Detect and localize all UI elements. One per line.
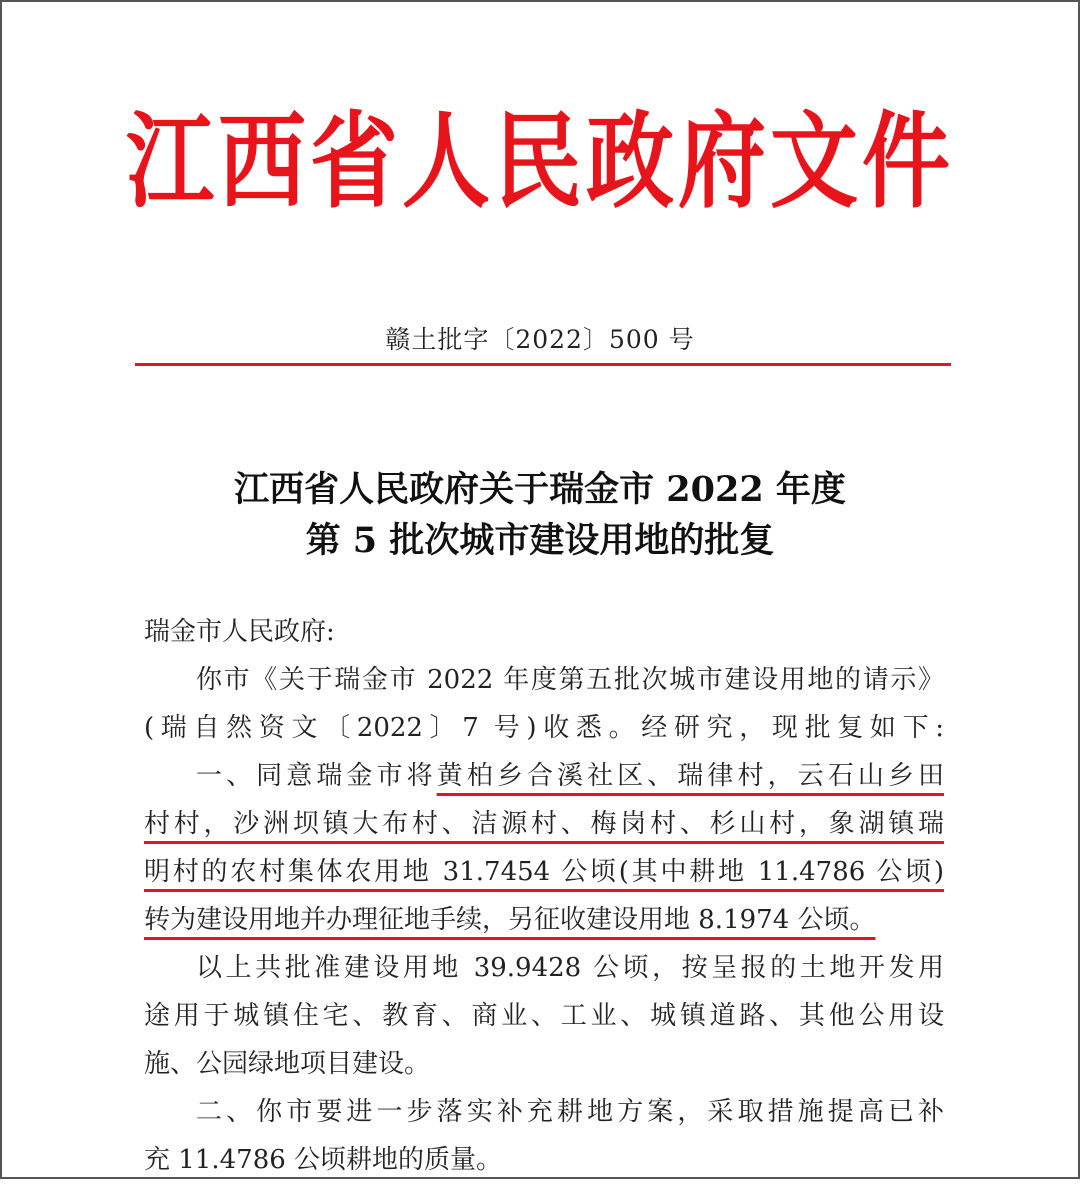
paragraph-2-line-2 [144,800,944,848]
paragraph-3-line-2: 途用于城镇住宅、教育、商业、工业、城镇道路、其他公用设 [144,1001,944,1031]
document-title-line-2: 第 5 批次城市建设用地的批复 [305,520,775,561]
paragraph-2-prefix: 一、同意瑞金市将 [196,761,437,791]
salutation: 瑞金市人民政府: [144,617,335,647]
paragraph-4-line-1: 二、你市要进一步落实补充耕地方案，采取措施提高已补 [196,1097,944,1127]
paragraph-1-line-2 [144,704,944,752]
paragraph-2-line-4 [144,896,944,944]
highlighted-text: 黄柏乡合溪社区、瑞律村，云石山乡田 [436,761,944,791]
document-title [2,464,1078,566]
paragraph-4-line-2: 充 11.4786 公顷耕地的质量。 [144,1145,503,1175]
paragraph-1-line-1: 你市《关于瑞金市 2022 年度第五批次城市建设用地的请示》 [196,665,944,695]
document-header-title: 江西省人民政府文件 [125,99,954,223]
highlighted-text: 明村的农村集体农用地 31.7454 公顷(其中耕地 11.4786 公顷) [144,857,944,887]
document-body [144,608,944,1184]
paragraph-2-line-3 [144,848,944,896]
document-number: 赣土批字〔2022〕500 号 [385,325,695,354]
highlighted-text: 转为建设用地并办理征地手续，另征收建设用地 8.1974 公顷。 [144,905,876,935]
paragraph-2-line-1 [144,752,944,800]
paragraph-3-line-3: 施、公园绿地项目建设。 [144,1049,431,1079]
paragraph-3-line-1: 以上共批准建设用地 39.9428 公顷，按呈报的土地开发用 [196,953,944,983]
highlighted-text: 村村，沙洲坝镇大布村、洁源村、梅岗村、杉山村，象湖镇瑞 [144,809,944,839]
paragraph-1-line-2-text: (瑞自然资文〔2022〕7 号)收悉。经研究，现批复如下: [144,713,944,743]
document-title-line-1: 江西省人民政府关于瑞金市 2022 年度 [234,469,846,510]
red-divider-line [135,363,951,366]
